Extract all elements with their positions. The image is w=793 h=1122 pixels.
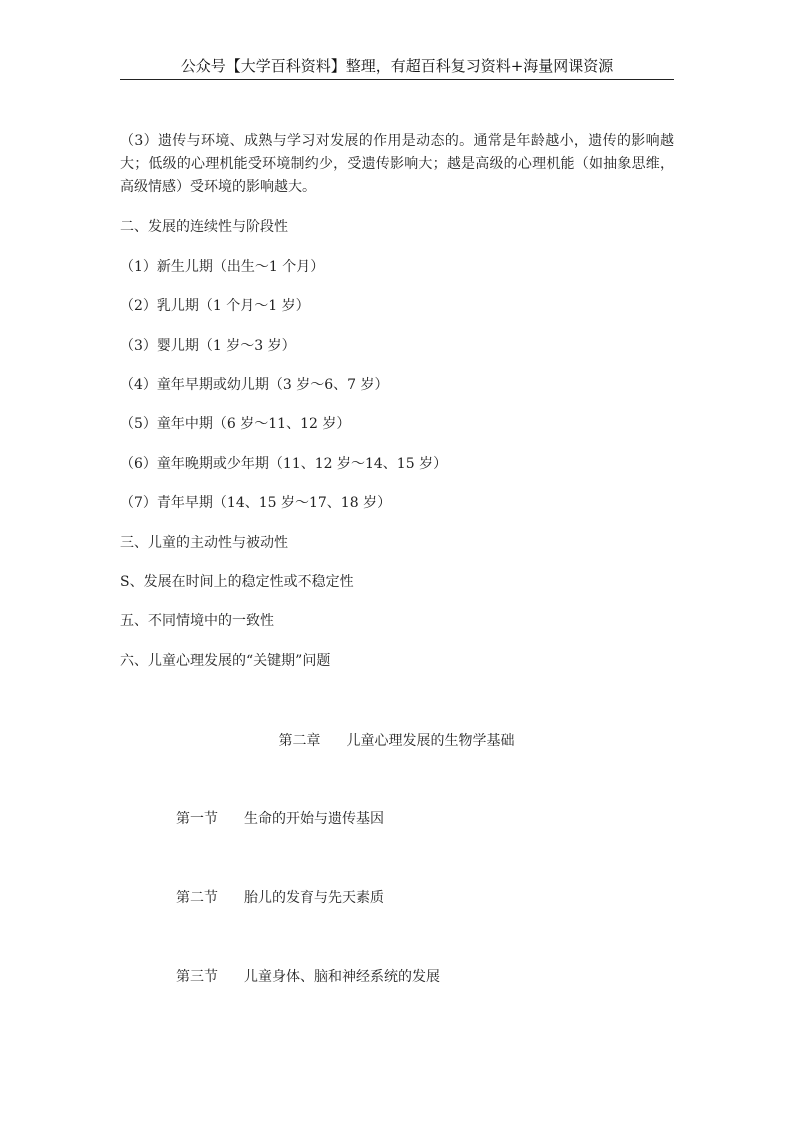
list-item: （7）青年早期（14、15 岁～17、18 岁）: [120, 495, 392, 511]
heading-stability: S、发展在时间上的稳定性或不稳定性: [120, 574, 354, 590]
chapter-heading: [0, 730, 793, 750]
section-number: 第三节: [176, 969, 218, 985]
page-header: 公众号【大学百科资料】整理，有超百科复习资料+海量网课资源: [180, 57, 614, 75]
chapter-title: 儿童心理发展的生物学基础: [346, 733, 515, 749]
header-divider: [120, 79, 674, 80]
heading-continuity: 二、发展的连续性与阶段性: [120, 219, 288, 235]
chapter-number: 第二章: [278, 733, 321, 749]
section-heading-2: [176, 887, 384, 907]
section-heading-3: [176, 966, 440, 986]
heading-initiative: 三、儿童的主动性与被动性: [120, 535, 288, 551]
list-item: （1）新生儿期（出生～1 个月）: [120, 259, 325, 275]
list-item: （4）童年早期或幼儿期（3 岁～6、7 岁）: [120, 377, 389, 393]
heading-critical-period: 六、儿童心理发展的“关键期”问题: [120, 653, 331, 669]
section-title: 胎儿的发育与先天素质: [244, 890, 384, 906]
section-title: 儿童身体、脑和神经系统的发展: [244, 969, 440, 985]
list-item: （5）童年中期（6 岁～11、12 岁）: [120, 416, 351, 432]
list-item: （6）童年晚期或少年期（11、12 岁～14、15 岁）: [120, 456, 448, 472]
section-title: 生命的开始与遗传基因: [244, 811, 384, 827]
list-item: （2）乳儿期（1 个月～1 岁）: [120, 298, 310, 314]
section-number: 第一节: [176, 811, 218, 827]
body-paragraph: （3）遗传与环境、成熟与学习对发展的作用是动态的。通常是年龄越小，遗传的影响越大；低级的心理机能受环境制约少，受遗传影响大；越是高级的心理机能（如抽象思维，高级情感）受环境的影响越大。: [120, 133, 674, 195]
list-item: （3）婴儿期（1 岁～3 岁）: [120, 338, 296, 354]
section-number: 第二节: [176, 890, 218, 906]
section-heading-1: [176, 808, 384, 828]
heading-consistency: 五、不同情境中的一致性: [120, 613, 274, 629]
